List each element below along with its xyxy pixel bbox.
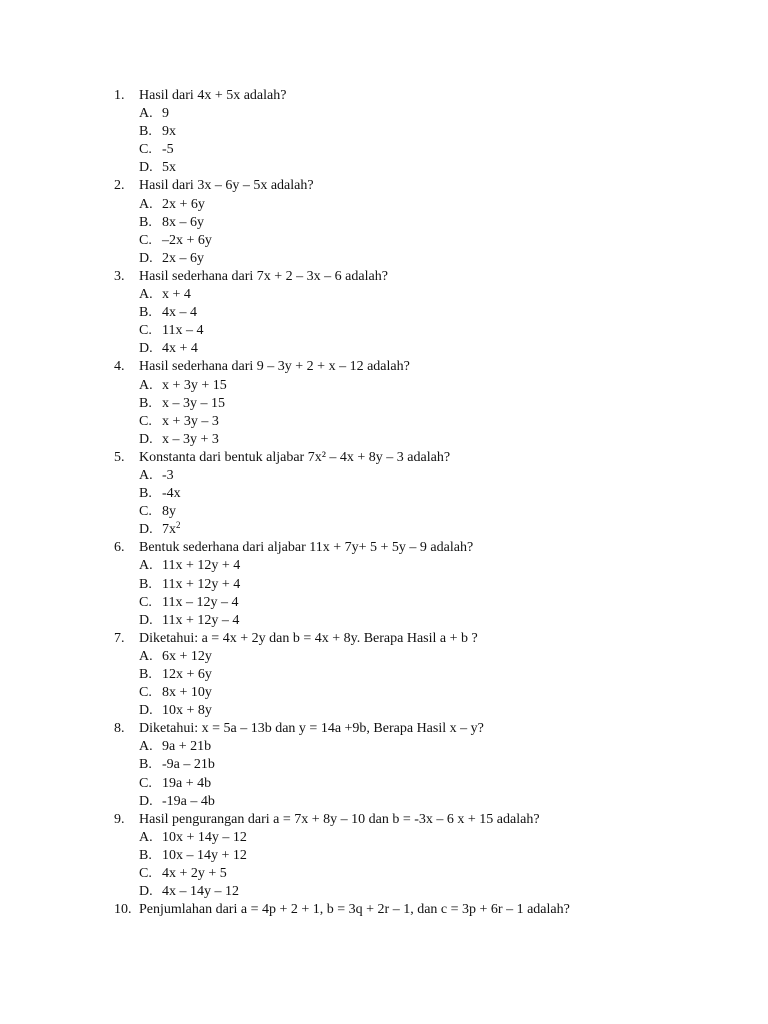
option-letter: A. [139, 558, 153, 574]
option-text [162, 304, 197, 322]
answer-option [114, 503, 734, 521]
option-letter: B. [139, 486, 152, 502]
answer-option [114, 756, 734, 774]
option-text [162, 159, 176, 177]
option-text [162, 214, 204, 232]
question-number: 7. [114, 630, 125, 646]
option-text [162, 286, 191, 304]
question-number: 1. [114, 88, 125, 103]
option-text-main: 9a + 21b [162, 739, 212, 755]
answer-option [114, 467, 734, 485]
option-letter: B. [139, 124, 152, 140]
option-text [162, 196, 205, 214]
option-letter: A. [139, 377, 153, 393]
option-text-main: x – 3y + 3 [162, 431, 219, 447]
option-text [162, 865, 227, 883]
option-exponent: 2 [176, 520, 181, 531]
answer-option [114, 738, 734, 756]
option-text-main: 8y [162, 504, 176, 520]
answer-option [114, 196, 734, 214]
question-text: Hasil sederhana dari 9 – 3y + 2 + x – 12 adalah? [139, 359, 410, 375]
answer-option [114, 286, 734, 304]
option-text [162, 250, 204, 268]
question-text: Hasil dari 3x – 6y – 5x adalah? [139, 178, 314, 194]
answer-option [114, 304, 734, 322]
option-letter: B. [139, 667, 152, 682]
answer-option [114, 141, 734, 159]
answer-option [114, 105, 734, 123]
answer-option [114, 395, 734, 413]
answer-option [114, 159, 734, 177]
option-text-main: 11x – 4 [162, 323, 204, 339]
option-text [162, 322, 203, 340]
answer-option [114, 847, 734, 865]
question-number: 4. [114, 359, 125, 375]
option-text-main: 9x [162, 124, 176, 140]
option-letter: D. [139, 884, 153, 900]
option-text [162, 413, 219, 431]
option-text-main: 10x + 14y – 12 [162, 829, 247, 845]
answer-option [114, 232, 734, 250]
question-number: 3. [114, 268, 125, 284]
question-item [114, 720, 734, 738]
option-letter: B. [139, 576, 152, 592]
option-text [162, 666, 212, 684]
option-text-main: -4x [162, 486, 181, 502]
option-text-main: 4x + 2y + 5 [162, 866, 227, 882]
option-text [162, 684, 212, 702]
option-letter: C. [139, 866, 152, 882]
question-text: Konstanta dari bentuk aljabar 7x² – 4x + 8y – 3 adalah? [139, 449, 451, 465]
answer-option [114, 214, 734, 232]
option-text [162, 105, 169, 123]
question-item [114, 177, 734, 195]
answer-option [114, 576, 734, 594]
option-text [162, 594, 238, 612]
option-text [162, 431, 219, 449]
answer-option [114, 377, 734, 395]
question-item [114, 87, 734, 105]
question-item [114, 539, 734, 557]
option-letter: D. [139, 703, 153, 719]
option-text [162, 377, 227, 395]
option-text-main: x + 3y + 15 [162, 377, 227, 393]
answer-option [114, 666, 734, 684]
option-letter: A. [139, 648, 153, 664]
answer-option [114, 521, 734, 539]
option-text-main: x + 4 [162, 287, 191, 303]
option-letter: D. [139, 431, 153, 447]
option-letter: A. [139, 287, 153, 303]
answer-option [114, 322, 734, 340]
option-text-main: -5 [162, 142, 174, 158]
option-text-main: 12x + 6y [162, 667, 212, 682]
option-text [162, 232, 212, 250]
question-number: 5. [114, 449, 125, 465]
question-text: Hasil pengurangan dari a = 7x + 8y – 10 dan b = -3x – 6 x + 15 adalah? [139, 811, 540, 827]
answer-option [114, 340, 734, 358]
option-text [162, 775, 211, 793]
answer-option [114, 123, 734, 141]
option-letter: C. [139, 323, 152, 339]
option-letter: D. [139, 793, 153, 809]
question-number: 8. [114, 721, 125, 737]
option-text [162, 702, 212, 720]
option-text [162, 829, 247, 847]
answer-option [114, 684, 734, 702]
option-text [162, 883, 239, 901]
option-text [162, 503, 176, 521]
answer-option [114, 865, 734, 883]
option-text-main: 19a + 4b [162, 775, 212, 791]
option-text-main: 10x + 8y [162, 703, 212, 719]
option-letter: D. [139, 160, 153, 176]
option-text-main: 10x – 14y + 12 [162, 847, 247, 863]
option-text [162, 395, 225, 413]
option-text-main: 8x + 10y [162, 685, 212, 701]
option-letter: D. [139, 522, 153, 538]
answer-option [114, 883, 734, 901]
option-text [162, 612, 239, 630]
option-letter: C. [139, 504, 152, 520]
option-text [162, 557, 240, 575]
question-item [114, 811, 734, 829]
option-letter: B. [139, 395, 152, 411]
option-letter: C. [139, 232, 152, 248]
question-number: 6. [114, 540, 125, 556]
option-text [162, 467, 174, 485]
option-letter: A. [139, 106, 153, 122]
answer-option [114, 594, 734, 612]
question-text: Diketahui: x = 5a – 13b dan y = 14a +9b, Berapa Hasil x – y? [139, 721, 484, 737]
option-text [162, 576, 240, 594]
option-letter: C. [139, 775, 152, 791]
option-text [162, 793, 215, 811]
option-text-main: 7x [162, 522, 176, 538]
option-letter: B. [139, 847, 152, 863]
option-text-main: 11x – 12y – 4 [162, 594, 239, 610]
option-letter: A. [139, 467, 153, 483]
question-text: Hasil dari 4x + 5x adalah? [139, 88, 287, 103]
option-text [162, 756, 215, 774]
option-letter: D. [139, 250, 153, 266]
answer-option [114, 413, 734, 431]
option-text-main: 11x + 12y – 4 [162, 612, 240, 628]
option-text-main: 6x + 12y [162, 648, 212, 664]
option-text-main: x – 3y – 15 [162, 395, 225, 411]
option-text-main: 8x – 6y [162, 214, 204, 230]
answer-option [114, 793, 734, 811]
option-text-main: 2x – 6y [162, 250, 204, 266]
option-text-main: 4x + 4 [162, 341, 198, 357]
question-number: 2. [114, 178, 125, 194]
option-text-main: 4x – 14y – 12 [162, 884, 239, 900]
option-text-main: -9a – 21b [162, 757, 215, 773]
question-item [114, 630, 734, 648]
option-text-main: -3 [162, 467, 174, 483]
answer-option [114, 557, 734, 575]
option-text-main: 11x + 12y + 4 [162, 558, 241, 574]
question-number: 10. [114, 902, 132, 918]
option-letter: D. [139, 341, 153, 357]
option-letter: A. [139, 196, 153, 212]
option-text [162, 521, 181, 539]
option-text-main: 5x [162, 160, 176, 176]
answer-option [114, 648, 734, 666]
option-letter: B. [139, 305, 152, 321]
option-text-main: 11x + 12y + 4 [162, 576, 241, 592]
question-text: Diketahui: a = 4x + 2y dan b = 4x + 8y. Berapa Hasil a + b ? [139, 630, 478, 646]
question-text: Penjumlahan dari a = 4p + 2 + 1, b = 3q + 2r – 1, dan c = 3p + 6r – 1 adalah? [139, 902, 570, 918]
question-text: Hasil sederhana dari 7x + 2 – 3x – 6 adalah? [139, 268, 388, 284]
option-letter: D. [139, 612, 153, 628]
option-text-main: –2x + 6y [162, 232, 212, 248]
question-list [114, 87, 734, 919]
question-item [114, 449, 734, 467]
question-item [114, 901, 734, 919]
option-text [162, 738, 211, 756]
answer-option [114, 485, 734, 503]
option-text-main: x + 3y – 3 [162, 413, 219, 429]
question-text: Bentuk sederhana dari aljabar 11x + 7y+ 5 + 5y – 9 adalah? [139, 540, 474, 556]
option-letter: C. [139, 413, 152, 429]
option-text [162, 847, 247, 865]
option-text [162, 340, 198, 358]
answer-option [114, 250, 734, 268]
option-text-main: -19a – 4b [162, 793, 215, 809]
option-text-main: 2x + 6y [162, 196, 205, 212]
option-letter: C. [139, 594, 152, 610]
option-letter: C. [139, 685, 152, 701]
option-text [162, 485, 181, 503]
option-text [162, 648, 212, 666]
answer-option [114, 829, 734, 847]
answer-option [114, 612, 734, 630]
answer-option [114, 775, 734, 793]
option-letter: A. [139, 739, 153, 755]
question-number: 9. [114, 811, 125, 827]
option-letter: C. [139, 142, 152, 158]
option-text [162, 123, 176, 141]
answer-option [114, 702, 734, 720]
answer-option [114, 431, 734, 449]
option-text [162, 141, 174, 159]
option-letter: B. [139, 214, 152, 230]
option-letter: B. [139, 757, 152, 773]
option-letter: A. [139, 829, 153, 845]
question-item [114, 268, 734, 286]
option-text-main: 4x – 4 [162, 305, 197, 321]
question-item [114, 358, 734, 376]
option-text-main: 9 [162, 106, 169, 122]
